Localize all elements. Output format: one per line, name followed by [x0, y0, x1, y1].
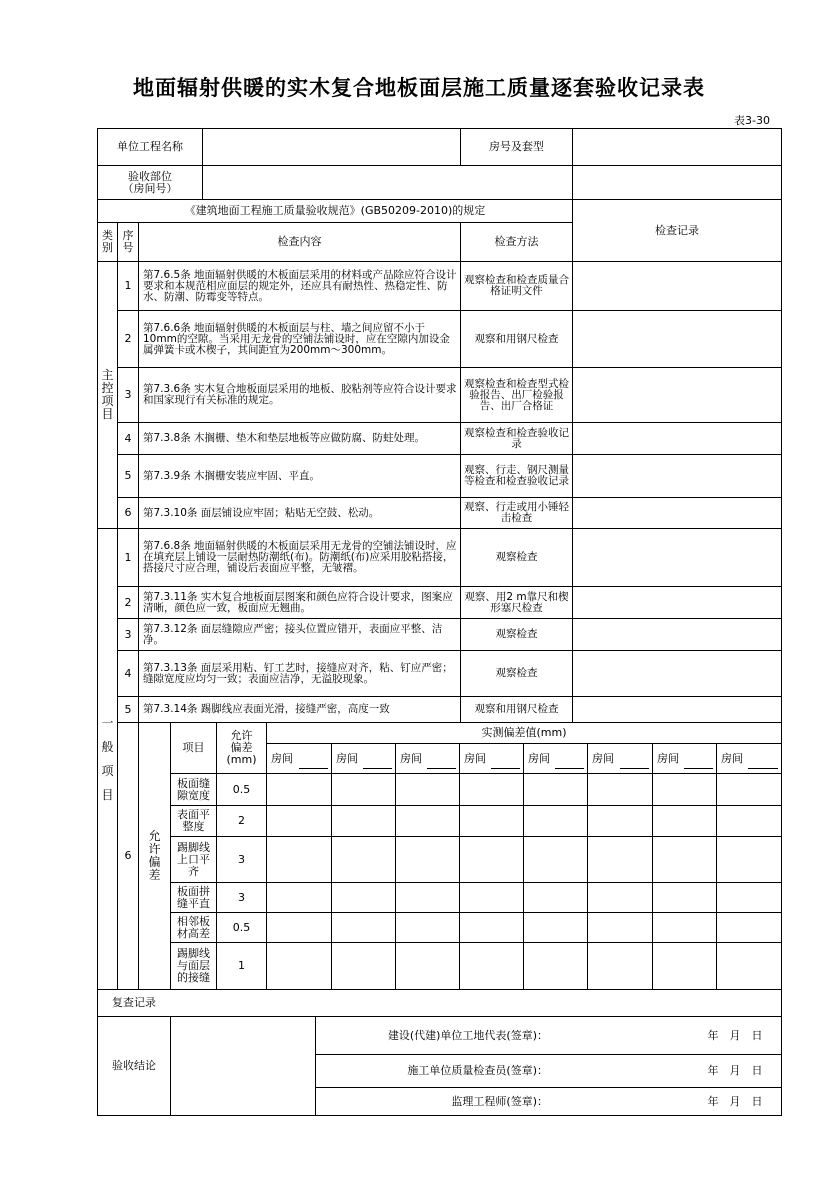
room-label: 房间	[657, 751, 679, 765]
deviation-row-value: 3	[238, 852, 245, 866]
content-header: 检查内容	[277, 235, 322, 248]
signature-label: 建设(代建)单位工地代表(签章)：	[387, 1028, 548, 1042]
general-item-method: 观察和用钢尺检查	[474, 703, 559, 715]
main-item-method: 观察检查和检查验收记录	[464, 426, 569, 450]
room-label: 房间	[721, 751, 743, 765]
category-header	[98, 223, 117, 261]
general-item-no: 2	[124, 595, 132, 609]
conclusion-label: 验收结论	[112, 1059, 156, 1072]
check-location-label: 验收部位 （房间号）	[122, 169, 178, 195]
main-item-method: 观察检查和检查质量合格证明文件	[464, 274, 569, 297]
deviation-row-value: 0.5	[232, 920, 251, 934]
general-item-no: 4	[124, 666, 132, 680]
deviation-row-name	[171, 837, 216, 882]
signature-date: 年 月 日	[707, 1028, 763, 1042]
room-type-field[interactable]	[573, 129, 781, 165]
main-item-method: 观察和用钢尺检查	[474, 332, 559, 345]
deviation-row-name	[171, 806, 216, 836]
main-item-content: 第7.3.6条 实木复合地板面层采用的地板、胶粘剂等应符合设计要求和国家现行有关标准的规定。	[143, 383, 457, 406]
room-label: 房间	[271, 751, 293, 765]
general-item-content: 第7.3.14条 踢脚线应表面光滑，接缝严密，高度一致	[143, 703, 390, 715]
room-label: 房间	[464, 751, 486, 765]
main-item-content: 第7.3.10条 面层铺设应牢固；粘贴无空鼓、松动。	[143, 506, 380, 519]
check-location-field[interactable]	[203, 166, 781, 199]
general-category-text: 一般项目	[101, 716, 114, 802]
review-label: 复查记录	[112, 996, 156, 1009]
general-item-no: 1	[124, 550, 132, 564]
deviation-row-name-text: 表面平整度	[177, 808, 210, 833]
deviation-allow-header	[217, 723, 266, 773]
main-item-content: 第7.3.8条 木搁栅、垫木和垫层地板等应做防腐、防蛀处理。	[143, 432, 426, 444]
main-item-content: 第7.6.6条 地面辐射供暖的木板面层与柱、墙之间应留不小于10mm的空隙。当采用无龙骨的空铺法铺设时，应在空隙内加设金属弹簧卡或木楔子，其间距宜为200mm～300mm。	[143, 321, 450, 356]
room-label: 房间	[528, 751, 550, 765]
deviation-row-value: 2	[238, 814, 245, 827]
deviation-row-name-text: 踢脚线上口平齐	[177, 840, 210, 878]
general-item-content: 第7.3.12条 面层缝隙应严密；接头位置应错开，表面应平整、洁净。	[143, 622, 443, 646]
deviation-row-name-text: 板面拼缝平直	[177, 884, 210, 910]
deviation-row-name	[171, 883, 216, 912]
signature-label: 监理工程师(签章)：	[451, 1094, 548, 1108]
general-item-no: 5	[124, 702, 132, 716]
main-item-method: 观察、行走、钢尺测量等检查和检查验收记录	[464, 464, 569, 487]
main-item-no: 3	[124, 388, 132, 401]
room-label: 房间	[336, 751, 358, 765]
general-item-method: 观察检查	[495, 628, 538, 640]
general-item-content: 第7.6.8条 地面辐射供暖的木板面层采用无龙骨的空铺法铺设时，应在填充层上铺设一层耐热防潮纸(布)。防潮纸(布)应采用胶粘搭接，搭接尺寸应合理，铺设后表面应平整，无皱褶。	[143, 540, 457, 574]
deviation-row-value: 1	[238, 959, 245, 972]
main-item-no: 4	[124, 431, 132, 445]
room-label: 房间	[400, 751, 422, 765]
main-category-text: 主控项目	[101, 368, 114, 421]
main-item-no: 2	[124, 332, 132, 345]
main-item-method: 观察、行走或用小锤轻击检查	[464, 501, 569, 524]
conclusion-field[interactable]	[171, 1017, 315, 1115]
category-header-text: 类别	[102, 229, 113, 254]
table-number: 表3-30	[734, 114, 770, 127]
general-item-method: 观察、用2 m靠尺和楔形塞尺检查	[464, 590, 569, 614]
deviation-row-name-text: 踢脚线与面层的接缝	[177, 947, 210, 984]
deviation-item-header: 项目	[182, 741, 205, 754]
unit-project-label: 单位工程名称	[117, 140, 183, 153]
main-item-no: 6	[124, 506, 132, 519]
general-item-method: 观察检查	[495, 551, 538, 563]
general-category-cell	[98, 529, 117, 989]
deviation-row-name	[171, 943, 216, 989]
deviation-item-no: 6	[124, 849, 132, 862]
deviation-row-name-text: 相邻板材高差	[177, 914, 210, 940]
deviation-group-text: 允许偏差	[148, 829, 161, 882]
deviation-row-value: 3	[238, 890, 245, 904]
room-type-label: 房号及套型	[489, 140, 544, 153]
signature-label: 施工单位质量检查员(签章)：	[407, 1064, 548, 1077]
general-item-no: 3	[124, 627, 132, 641]
main-item-content: 第7.3.9条 木搁栅安装应牢固、平直。	[143, 469, 321, 482]
deviation-allow-text: 允许偏差(mm)	[226, 729, 257, 766]
main-item-method: 观察检查和检查型式检验报告、出厂检验报告、出厂合格证	[464, 377, 569, 412]
general-item-content: 第7.3.11条 实木复合地板面层图案和颜色应符合设计要求，图案应清晰，颜色应一致，板面应无翘曲。	[143, 590, 453, 614]
general-item-method: 观察检查	[495, 667, 538, 679]
main-item-content: 第7.6.5条 地面辐射供暖的木板面层采用的材料或产品除应符合设计要求和本规范相应面层的规定外，还应具有耐热性、热稳定性、防水、防潮、防霉变等特点。	[143, 268, 457, 303]
main-item-no: 5	[124, 469, 132, 482]
signature-date: 年 月 日	[707, 1094, 763, 1108]
page-title: 地面辐射供暖的实木复合地板面层施工质量逐套验收记录表	[133, 76, 705, 100]
main-item-no: 1	[124, 279, 132, 292]
main-category-cell	[98, 262, 117, 528]
deviation-row-name-text: 板面缝隙宽度	[177, 776, 210, 802]
deviation-row-name	[171, 913, 216, 942]
method-header: 检查方法	[494, 235, 539, 248]
deviation-row-name	[171, 774, 216, 805]
room-label: 房间	[592, 751, 614, 765]
seq-header	[118, 223, 138, 261]
seq-header-text: 序号	[122, 229, 134, 254]
signature-date: 年 月 日	[707, 1064, 763, 1077]
general-item-content: 第7.3.13条 面层采用粘、钉工艺时，接缝应对齐，粘、钉应严密；缝隙宽度应均匀一致；表面应洁净，无溢胶现象。	[143, 661, 453, 685]
spec-reference: 《建筑地面工程施工质量验收规范》(GB50209-2010)的规定	[184, 204, 486, 217]
unit-project-field[interactable]	[203, 129, 460, 165]
record-header: 检查记录	[655, 223, 699, 237]
measured-header: 实测偏差值(mm)	[481, 726, 567, 739]
deviation-group-cell	[139, 723, 170, 989]
deviation-row-value: 0.5	[232, 782, 251, 796]
review-field[interactable]	[171, 990, 781, 1016]
